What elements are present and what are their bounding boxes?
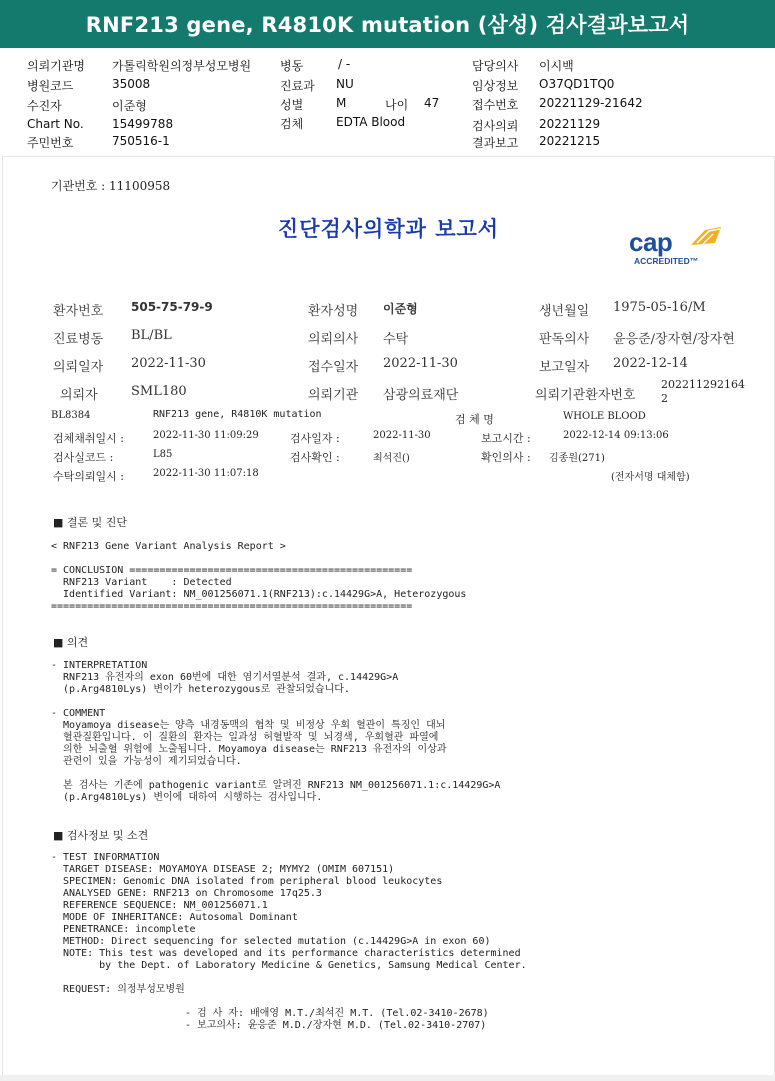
patient-number: 505-75-79-9 xyxy=(131,300,213,314)
header-label: 병원코드 xyxy=(27,79,74,93)
header-value: 15499788 xyxy=(112,117,174,131)
header-label: 수진자 xyxy=(27,99,62,113)
referring-patient-number-wrap: 2 xyxy=(661,392,668,405)
patient-field-label: 판독의사 xyxy=(539,332,590,347)
patient-field-value: 2022-11-30 xyxy=(383,356,458,371)
report-title: 진단검사의학과 보고서 xyxy=(277,216,500,241)
patient-field-label: 생년월일 xyxy=(539,304,590,319)
header-value: NU xyxy=(336,77,354,91)
header-label: 임상정보 xyxy=(472,79,519,93)
info-label: 보고시간 : xyxy=(481,432,531,445)
header-value: O37QD1TQ0 xyxy=(539,77,615,91)
report-title-banner: RNF213 gene, R4810K mutation (삼성) 검사결과보고서 xyxy=(0,0,775,48)
patient-field-value: 2022-11-30 xyxy=(131,356,206,371)
patient-field-label: 의뢰의사 xyxy=(308,332,359,347)
conclusion-body: < RNF213 Gene Variant Analysis Report > = CONCLUSION =============================================== RNF213 Variant : Detected Identified Variant: NM_001256071.1(RNF213):c.14429G>A, Heterozygous ============================================================ xyxy=(51,541,467,612)
patient-name: 이준형 xyxy=(383,302,418,316)
header-value: / - xyxy=(338,57,351,71)
header-value: 20221129-21642 xyxy=(539,96,643,110)
section-heading-test-info: ■ 검사정보 및 소견 xyxy=(53,829,149,842)
patient-field-label: 의뢰일자 xyxy=(53,360,104,375)
header-label: 검체 xyxy=(280,117,304,131)
patient-field-label: 의뢰기관 xyxy=(308,388,359,403)
header-value: 20221215 xyxy=(539,134,601,148)
header-label: 결과보고 xyxy=(472,136,519,150)
test-name: RNF213 gene, R4810K mutation xyxy=(153,409,322,420)
specimen-label: 검 체 명 xyxy=(455,413,494,426)
header-value: 35008 xyxy=(112,77,151,91)
info-label: 검사실코드 : xyxy=(53,451,114,464)
referring-patient-number: 202211292164 xyxy=(661,378,745,391)
header-label: 진료과 xyxy=(280,79,315,93)
patient-field-value: 삼광의료재단 xyxy=(383,388,459,403)
header-value: M xyxy=(336,96,347,110)
info-label: 검사확인 : xyxy=(290,451,340,464)
header-label: 의뢰기관명 xyxy=(27,59,85,73)
confirming-doctor: 김종원(271) xyxy=(549,453,605,464)
patient-birthdate: 1975-05-16/M xyxy=(613,300,706,315)
request-time: 2022-11-30 11:07:18 xyxy=(153,468,259,479)
header-label: 나이 xyxy=(385,98,409,112)
header-value: 20221129 xyxy=(539,117,601,131)
cap-logo-subtext: ACCREDITED™ xyxy=(634,256,699,266)
info-label: 검체채취일시 : xyxy=(53,432,124,445)
info-label: 수탁의뢰일시 : xyxy=(53,470,124,483)
test-code: BL8384 xyxy=(51,410,91,421)
info-label: 확인의사 : xyxy=(481,451,531,464)
patient-field-label: 환자성명 xyxy=(308,304,359,319)
cap-accredited-logo xyxy=(625,221,729,271)
cap-logo-text: cap xyxy=(629,227,673,257)
patient-field-label: 의뢰자 xyxy=(60,388,98,403)
patient-field-value: BL/BL xyxy=(131,328,172,343)
header-label: 성별 xyxy=(280,98,304,112)
section-heading-opinion: ■ 의견 xyxy=(53,636,89,649)
patient-field-label: 환자번호 xyxy=(53,304,104,319)
header-label: 접수번호 xyxy=(472,98,519,112)
patient-field-label: 접수일자 xyxy=(308,360,359,375)
patient-field-label: 의뢰기관환자번호 xyxy=(535,388,636,403)
header-label: 검사의뢰 xyxy=(472,119,519,133)
info-label: 검사일자 : xyxy=(290,432,340,445)
test-confirmer: 최석진() xyxy=(373,453,410,464)
header-value: 가톨릭학원의정부성모병원 xyxy=(112,59,252,73)
patient-field-value: 윤응준/장자현/장자현 xyxy=(613,332,735,347)
header-label: 주민번호 xyxy=(27,136,74,150)
report-document xyxy=(2,156,775,1076)
test-info-body: - TEST INFORMATION TARGET DISEASE: MOYAMOYA DISEASE 2; MYMY2 (OMIM 607151) SPECIMEN: Genomic DNA isolated from peripheral blood leukocytes ANALYSED GENE: RNF213 on Chromosome 17q25.3 REFERENCE SEQUENCE: NM_001256071.1 MODE OF INHERITANCE: Autosomal Dominant PENETRANCE: incomplete METHOD: Direct sequencing for selected mutation (c.14429G>A in exon 60) NOTE: This test was developed and its performance characteristics determined by the Dept. of Laboratory Medicine & Genetics, Samsung Medical Center. REQUEST: 의정부성모병원 xyxy=(51,852,527,995)
header-label: 병동 xyxy=(280,59,304,73)
header-value: 이준형 xyxy=(112,99,147,113)
section-heading-conclusion: ■ 결론 및 진단 xyxy=(53,516,128,529)
specimen-value: WHOLE BLOOD xyxy=(563,411,646,422)
patient-field-value: 2022-12-14 xyxy=(613,356,688,371)
header-value: EDTA Blood xyxy=(336,115,406,129)
opinion-body: - INTERPRETATION RNF213 유전자의 exon 60번에 대한 염기서열분석 결과, c.14429G>A (p.Arg4810Lys) 변이가 heterozygous로 관찰되었습니다. - COMMENT Moyamoya disease는 양측 내경동맥의 협착 및 비정상 우회 혈관이 특징인 대뇌 혈관질환입니다. 이 질환의 환자는 일과성 허혈발작 및 뇌경색, 우회혈관 파열에 의한 뇌출혈 위험에 노출됩니다. Moyamoya disease는 RNF213 유전자의 이상과 관련이 있을 가능성이 제기되었습니다. 본 검사는 기존에 pathogenic variant로 알려진 RNF213 NM_001256071.1:c.14429G>A (p.Arg4810Lys) 변이에 대하여 시행하는 검사입니다. xyxy=(51,660,501,803)
esignature-note: (전자서명 대체함) xyxy=(611,472,690,483)
patient-field-value: 수탁 xyxy=(383,332,409,347)
header-label: 담당의사 xyxy=(472,59,519,73)
patient-field-value: SML180 xyxy=(131,384,187,399)
header-value: 750516-1 xyxy=(112,134,170,148)
lab-code: L85 xyxy=(153,449,173,460)
signers: - 검 사 자: 배애영 M.T./최석진 M.T. (Tel.02-3410-2678) - 보고의사: 윤응준 M.D./장자현 M.D. (Tel.02-3410-2707) xyxy=(185,1008,489,1031)
bottom-bar xyxy=(0,1075,775,1081)
header-value: 이시백 xyxy=(539,59,574,73)
header-label: Chart No. xyxy=(27,117,84,131)
header-value: 47 xyxy=(424,96,440,110)
patient-field-label: 보고일자 xyxy=(539,360,590,375)
patient-field-label: 진료병동 xyxy=(53,332,104,347)
report-time: 2022-12-14 09:13:06 xyxy=(563,430,669,441)
agency-number: 기관번호 : 11100958 xyxy=(51,179,171,193)
test-date: 2022-11-30 xyxy=(373,430,431,441)
collection-time: 2022-11-30 11:09:29 xyxy=(153,430,259,441)
